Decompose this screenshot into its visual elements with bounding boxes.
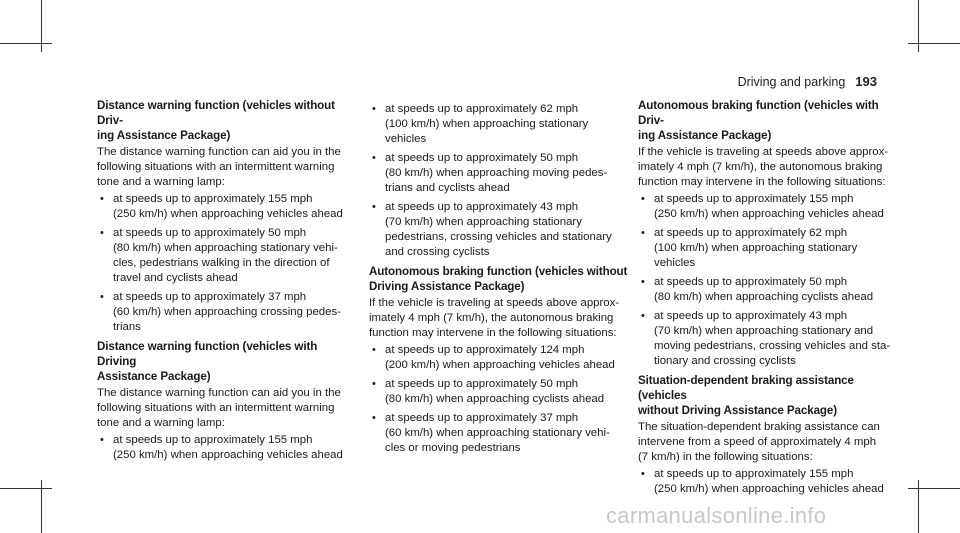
column-3 bbox=[638, 98, 900, 501]
page-header bbox=[738, 74, 877, 89]
section-heading: Autonomous braking function (vehicles with Driv- ing Assistance Package) bbox=[638, 99, 879, 142]
section-intro: If the vehicle is traveling at speeds above approx- imately 4 mph (7 km/h), the autonomous braking function may intervene in the following situations: bbox=[369, 297, 620, 339]
section-block bbox=[638, 98, 900, 369]
section-heading: Situation-dependent braking assistance (vehicles without Driving Assistance Package) bbox=[638, 374, 854, 417]
section-intro: The distance warning function can aid you in the following situations with an intermittent warning tone and a warning lamp: bbox=[97, 387, 341, 429]
list-item: • at speeds up to approximately 62 mph (100 km/h) when approaching stationary vehicles bbox=[641, 227, 858, 269]
list-item: • at speeds up to approximately 37 mph (60 km/h) when approaching stationary vehi- cles or moving pedestrians bbox=[372, 412, 610, 454]
list-item: • at speeds up to approximately 37 mph (60 km/h) when approaching crossing pedes- trians bbox=[100, 291, 341, 333]
column-2 bbox=[369, 98, 631, 460]
bullet-list bbox=[97, 192, 359, 335]
section-block bbox=[638, 373, 900, 497]
list-item: • at speeds up to approximately 62 mph (100 km/h) when approaching stationary vehicles bbox=[372, 103, 589, 145]
crop-mark bbox=[41, 480, 42, 533]
section-intro: The situation-dependent braking assistance can intervene from a speed of approximately 4 mph (7 km/h) in the following situations: bbox=[638, 421, 880, 463]
section-title: Driving and parking bbox=[737, 75, 846, 89]
list-item: • at speeds up to approximately 155 mph (250 km/h) when approaching vehicles ahead bbox=[641, 193, 884, 220]
section-block bbox=[97, 339, 359, 463]
column-1 bbox=[97, 98, 359, 467]
crop-mark bbox=[918, 0, 919, 52]
list-item: • at speeds up to approximately 43 mph (70 km/h) when approaching stationary and moving pedestrians, crossing vehicles and sta- tionary and crossing cyclists bbox=[641, 310, 891, 367]
section-intro: The distance warning function can aid you in the following situations with an intermittent warning tone and a warning lamp: bbox=[97, 146, 341, 188]
list-item: • at speeds up to approximately 50 mph (80 km/h) when approaching cyclists ahead bbox=[641, 276, 874, 303]
bullet-list bbox=[97, 433, 359, 463]
section-intro: If the vehicle is traveling at speeds above approx- imately 4 mph (7 km/h), the autonomous braking function may intervene in the following situations: bbox=[638, 146, 889, 188]
list-item: • at speeds up to approximately 155 mph (250 km/h) when approaching vehicles ahead bbox=[641, 468, 884, 495]
section-block bbox=[97, 98, 359, 335]
crop-mark bbox=[918, 480, 919, 533]
list-item: • at speeds up to approximately 50 mph (80 km/h) when approaching stationary vehi- cles, pedestrians walking in the direction of travel and cyclists ahead bbox=[100, 227, 338, 284]
list-item: • at speeds up to approximately 124 mph (200 km/h) when approaching vehicles ahead bbox=[372, 344, 615, 371]
page-number: 193 bbox=[855, 74, 877, 89]
bullet-list bbox=[638, 467, 900, 497]
section-block bbox=[369, 264, 631, 456]
crop-mark bbox=[0, 488, 52, 489]
list-item: • at speeds up to approximately 50 mph (80 km/h) when approaching cyclists ahead bbox=[372, 378, 605, 405]
bullet-list bbox=[369, 343, 631, 456]
list-item: • at speeds up to approximately 155 mph (250 km/h) when approaching vehicles ahead bbox=[100, 193, 343, 220]
crop-mark bbox=[908, 488, 960, 489]
bullet-list bbox=[638, 192, 900, 369]
section-heading: Distance warning function (vehicles with Driving Assistance Package) bbox=[97, 340, 318, 383]
section-heading: Distance warning function (vehicles without Driv- ing Assistance Package) bbox=[97, 99, 335, 142]
list-item: • at speeds up to approximately 50 mph (80 km/h) when approaching moving pedes- trians and cyclists ahead bbox=[372, 152, 608, 194]
bullet-list bbox=[369, 102, 631, 260]
list-item: • at speeds up to approximately 43 mph (70 km/h) when approaching stationary pedestrians, crossing vehicles and stationary and crossing cyclists bbox=[372, 201, 612, 258]
crop-mark bbox=[908, 43, 960, 44]
crop-mark bbox=[0, 43, 52, 44]
crop-mark bbox=[41, 0, 42, 52]
watermark: carmanualsonline.info bbox=[606, 503, 827, 528]
section-heading: Autonomous braking function (vehicles without Driving Assistance Package) bbox=[369, 265, 628, 293]
list-item: • at speeds up to approximately 155 mph (250 km/h) when approaching vehicles ahead bbox=[100, 434, 343, 461]
